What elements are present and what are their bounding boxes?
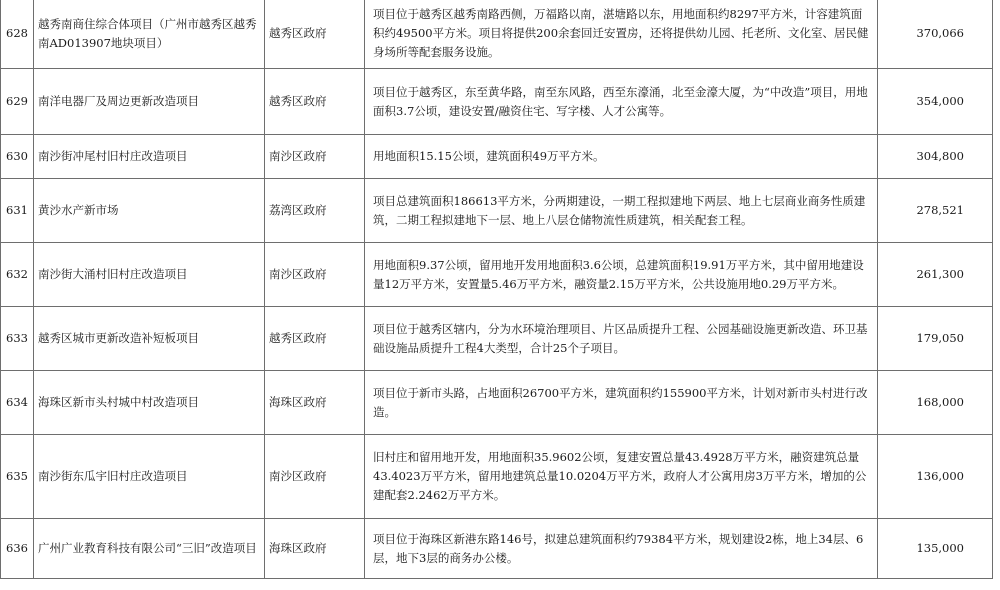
table-row (1, 179, 993, 243)
responsible-unit: 南沙区政府 (265, 135, 365, 179)
table-row (1, 519, 993, 579)
investment-amount: 136,000 (878, 435, 993, 519)
project-name: 越秀南商住综合体项目（广州市越秀区越秀南AD013907地块项目） (34, 0, 265, 69)
responsible-unit: 海珠区政府 (265, 519, 365, 579)
project-name: 南沙街大涌村旧村庄改造项目 (34, 243, 265, 307)
project-name: 越秀区城市更新改造补短板项目 (34, 307, 265, 371)
row-number: 629 (1, 69, 34, 135)
project-description: 用地面积9.37公顷，留用地开发用地面积3.6公顷，总建筑面积19.91万平方米，其中留用地建设量12万平方米，安置量5.46万平方米，融资量2.15万平方米，公共设施用地0.29万平方米。 (365, 243, 878, 307)
table-row (1, 0, 993, 69)
investment-amount: 168,000 (878, 371, 993, 435)
row-number: 633 (1, 307, 34, 371)
table-row (1, 243, 993, 307)
project-description: 旧村庄和留用地开发，用地面积35.9602公顷，复建安置总量43.4928万平方米，融资建筑总量43.4023万平方米，留用地建筑总量10.0204万平方米，政府人才公寓用房3万平方米，增加的公建配套2.2462万平方米。 (365, 435, 878, 519)
project-name: 南洋电器厂及周边更新改造项目 (34, 69, 265, 135)
investment-amount: 135,000 (878, 519, 993, 579)
table-row (1, 307, 993, 371)
investment-amount: 179,050 (878, 307, 993, 371)
table-row (1, 135, 993, 179)
row-number: 630 (1, 135, 34, 179)
table-row (1, 69, 993, 135)
project-name: 南沙街东瓜宇旧村庄改造项目 (34, 435, 265, 519)
project-name: 黄沙水产新市场 (34, 179, 265, 243)
responsible-unit: 越秀区政府 (265, 307, 365, 371)
investment-amount: 354,000 (878, 69, 993, 135)
project-description: 项目位于海珠区新港东路146号，拟建总建筑面积约79384平方米，规划建设2栋，地上34层、6层，地下3层的商务办公楼。 (365, 519, 878, 579)
project-description: 项目位于新市头路，占地面积26700平方米，建筑面积约155900平方米，计划对新市头村进行改造。 (365, 371, 878, 435)
responsible-unit: 越秀区政府 (265, 69, 365, 135)
row-number: 634 (1, 371, 34, 435)
investment-amount: 304,800 (878, 135, 993, 179)
project-description: 项目位于越秀区越秀南路西侧，万福路以南，湛塘路以东，用地面积约8297平方米，计容建筑面积约49500平方米。项目将提供200余套回迁安置房，还将提供幼儿园、托老所、文化室、居民健身场所等配套服务设施。 (365, 0, 878, 69)
project-name: 海珠区新市头村城中村改造项目 (34, 371, 265, 435)
investment-amount: 261,300 (878, 243, 993, 307)
row-number: 636 (1, 519, 34, 579)
responsible-unit: 海珠区政府 (265, 371, 365, 435)
row-number: 635 (1, 435, 34, 519)
responsible-unit: 南沙区政府 (265, 243, 365, 307)
table-row (1, 371, 993, 435)
project-description: 项目位于越秀区，东至黄华路，南至东风路，西至东濠涌，北至金濠大厦，为“中改造”项目，用地面积3.7公顷，建设安置/融资住宅、写字楼、人才公寓等。 (365, 69, 878, 135)
project-description: 用地面积15.15公顷，建筑面积49万平方米。 (365, 135, 878, 179)
project-description: 项目位于越秀区辖内，分为水环境治理项目、片区品质提升工程、公园基础设施更新改造、环卫基础设施品质提升工程4大类型，合计25个子项目。 (365, 307, 878, 371)
responsible-unit: 荔湾区政府 (265, 179, 365, 243)
project-description: 项目总建筑面积186613平方米，分两期建设，一期工程拟建地下两层、地上七层商业商务性质建筑，二期工程拟建地下一层、地上八层仓储物流性质建筑，相关配套工程。 (365, 179, 878, 243)
investment-amount: 370,066 (878, 0, 993, 69)
row-number: 628 (1, 0, 34, 69)
responsible-unit: 南沙区政府 (265, 435, 365, 519)
project-table-body (1, 0, 993, 579)
project-name: 广州广业教育科技有限公司“三旧”改造项目 (34, 519, 265, 579)
project-name: 南沙街冲尾村旧村庄改造项目 (34, 135, 265, 179)
table-row (1, 435, 993, 519)
investment-amount: 278,521 (878, 179, 993, 243)
row-number: 632 (1, 243, 34, 307)
responsible-unit: 越秀区政府 (265, 0, 365, 69)
row-number: 631 (1, 179, 34, 243)
